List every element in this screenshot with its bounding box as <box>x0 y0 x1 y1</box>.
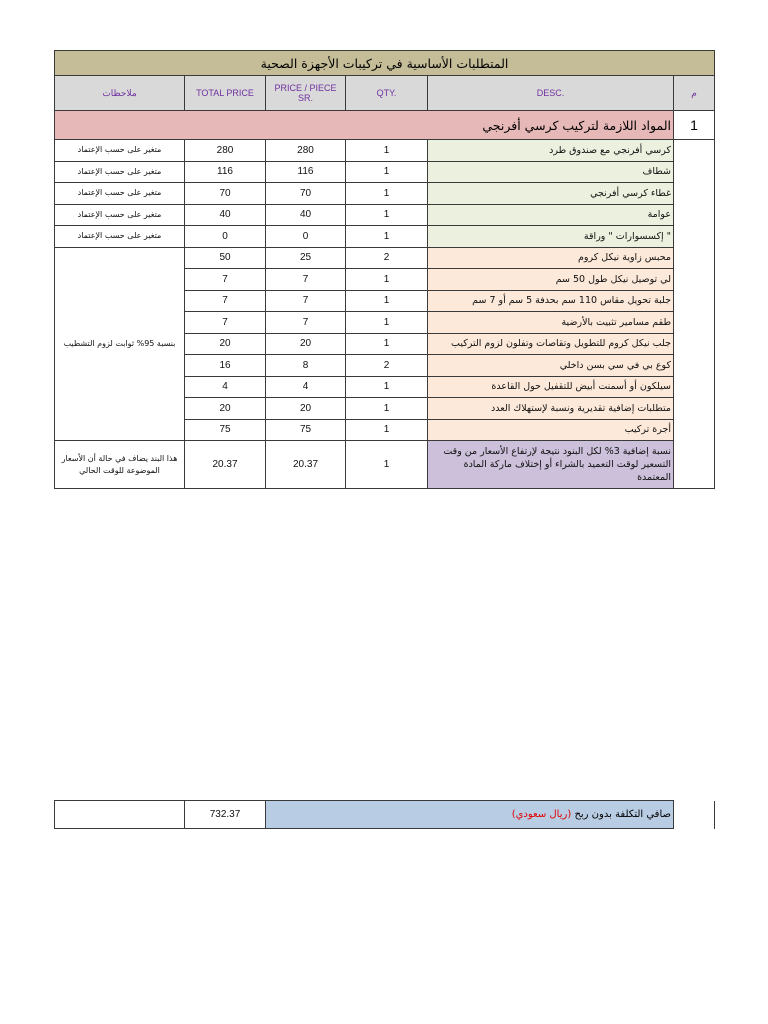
row-num-cell <box>674 376 715 398</box>
row-price: 20 <box>266 333 346 355</box>
row-total: 116 <box>185 161 266 183</box>
row-desc: " إكسسوارات " وراقة <box>428 226 674 248</box>
row-qty: 2 <box>346 247 428 269</box>
row-num-cell <box>674 355 715 377</box>
row-price: 20.37 <box>266 441 346 489</box>
row-note: متغير على حسب الإعتماد <box>55 161 185 183</box>
row-num-cell <box>674 419 715 441</box>
row-qty: 1 <box>346 376 428 398</box>
row-price: 0 <box>266 226 346 248</box>
row-total: 280 <box>185 140 266 162</box>
row-total: 75 <box>185 419 266 441</box>
row-desc: لي توصيل نيكل طول 50 سم <box>428 269 674 291</box>
row-total: 20 <box>185 398 266 420</box>
row-total: 7 <box>185 269 266 291</box>
row-price: 4 <box>266 376 346 398</box>
row-qty: 1 <box>346 161 428 183</box>
total-num-cell <box>674 801 715 829</box>
row-price: 7 <box>266 269 346 291</box>
row-note-line2: الموضوعة للوقت الحالي <box>79 465 160 475</box>
row-desc: أجرة تركيب <box>428 419 674 441</box>
table-row <box>55 161 715 183</box>
table-row <box>55 183 715 205</box>
row-qty: 1 <box>346 333 428 355</box>
total-label <box>266 801 674 829</box>
row-desc-line2: التسعير لوقت التعميد بالشراء أو إختلاف ماركة المادة المعتمدة <box>463 459 671 483</box>
row-total: 50 <box>185 247 266 269</box>
row-price: 280 <box>266 140 346 162</box>
row-qty: 1 <box>346 312 428 334</box>
row-note: متغير على حسب الإعتماد <box>55 204 185 226</box>
row-price: 20 <box>266 398 346 420</box>
cost-table <box>54 50 715 489</box>
row-total: 7 <box>185 290 266 312</box>
header-notes: ملاحظات <box>55 76 185 111</box>
total-label-main: صافي التكلفة بدون ربح <box>574 809 671 820</box>
row-desc: جلبة تحويل مقاس 110 سم بحدفة 5 سم أو 7 سم <box>428 290 674 312</box>
row-desc: طقم مسامير تثبيت بالأرضية <box>428 312 674 334</box>
total-row <box>55 801 715 829</box>
row-qty: 1 <box>346 290 428 312</box>
row-qty: 1 <box>346 204 428 226</box>
row-qty: 1 <box>346 398 428 420</box>
cost-sheet <box>54 50 714 489</box>
row-price: 25 <box>266 247 346 269</box>
row-desc: عوامة <box>428 204 674 226</box>
total-value: 732.37 <box>185 801 266 829</box>
row-total: 20 <box>185 333 266 355</box>
merged-note: بنسبة 95% ثوابت لزوم التشطيب <box>55 247 185 441</box>
row-total: 0 <box>185 226 266 248</box>
row-num-cell <box>674 247 715 269</box>
row-num-cell <box>674 312 715 334</box>
section-number: 1 <box>674 111 715 140</box>
row-total: 16 <box>185 355 266 377</box>
row-qty: 1 <box>346 419 428 441</box>
section-label: المواد اللازمة لتركيب كرسي أفرنجي <box>55 111 674 140</box>
row-num-cell <box>674 226 715 248</box>
header-total-price: TOTAL PRICE <box>185 76 266 111</box>
row-num-cell <box>674 269 715 291</box>
row-note: متغير على حسب الإعتماد <box>55 183 185 205</box>
header-qty: QTY. <box>346 76 428 111</box>
row-price: 75 <box>266 419 346 441</box>
row-note <box>55 441 185 489</box>
row-num-cell <box>674 204 715 226</box>
table-row <box>55 441 715 489</box>
row-price: 8 <box>266 355 346 377</box>
row-note-line1: هذا البند يضاف في حالة أن الأسعار <box>61 453 178 463</box>
row-desc-line1: نسبة إضافية 3% لكل البنود نتيجة لإرتفاع الأسعار من وقت <box>443 446 671 457</box>
row-num-cell <box>674 398 715 420</box>
table-row <box>55 247 715 269</box>
row-price: 70 <box>266 183 346 205</box>
total-empty-cell <box>55 801 185 829</box>
row-total: 40 <box>185 204 266 226</box>
table-row <box>55 226 715 248</box>
row-qty: 1 <box>346 226 428 248</box>
header-row <box>55 76 715 111</box>
row-price: 7 <box>266 290 346 312</box>
row-total: 70 <box>185 183 266 205</box>
row-desc: متطلبات إضافية تقديرية ونسبة لإستهلاك العدد <box>428 398 674 420</box>
row-price: 7 <box>266 312 346 334</box>
row-num-cell <box>674 333 715 355</box>
row-num-cell <box>674 290 715 312</box>
row-price: 40 <box>266 204 346 226</box>
row-qty: 1 <box>346 441 428 489</box>
row-note: متغير على حسب الإعتماد <box>55 226 185 248</box>
row-total: 20.37 <box>185 441 266 489</box>
row-desc: كرسي أفرنجي مع صندوق طرد <box>428 140 674 162</box>
row-desc: جلب نيكل كروم للتطويل وتقاصات وتفلون لزوم التركيب <box>428 333 674 355</box>
row-price: 116 <box>266 161 346 183</box>
row-note: متغير على حسب الإعتماد <box>55 140 185 162</box>
row-desc: محبس زاوية نيكل كروم <box>428 247 674 269</box>
row-desc: غطاء كرسي أفرنجي <box>428 183 674 205</box>
row-desc: كوع بي في سي بسن داخلي <box>428 355 674 377</box>
table-row <box>55 204 715 226</box>
title-row <box>55 51 715 76</box>
row-qty: 1 <box>346 140 428 162</box>
row-num-cell <box>674 140 715 162</box>
header-num: م <box>674 76 715 111</box>
row-desc: سيلكون أو أسمنت أبيض للتقفيل حول القاعدة <box>428 376 674 398</box>
section-row <box>55 111 715 140</box>
header-price-piece-line1: PRICE / PIECE <box>274 83 337 93</box>
header-price-piece-line2: SR. <box>297 93 313 103</box>
header-price-piece <box>266 76 346 111</box>
table-row <box>55 140 715 162</box>
row-qty: 2 <box>346 355 428 377</box>
row-desc <box>428 441 674 489</box>
row-qty: 1 <box>346 183 428 205</box>
total-label-currency: (ريال سعودي) <box>511 809 572 820</box>
row-num-cell <box>674 183 715 205</box>
row-num-cell <box>674 441 715 489</box>
row-total: 4 <box>185 376 266 398</box>
total-block <box>54 800 714 829</box>
header-desc: DESC. <box>428 76 674 111</box>
row-total: 7 <box>185 312 266 334</box>
row-desc: شطاف <box>428 161 674 183</box>
sheet-title: المتطلبات الأساسية في تركيبات الأجهزة الصحية <box>55 51 715 76</box>
total-table <box>54 800 715 829</box>
row-qty: 1 <box>346 269 428 291</box>
row-num-cell <box>674 161 715 183</box>
